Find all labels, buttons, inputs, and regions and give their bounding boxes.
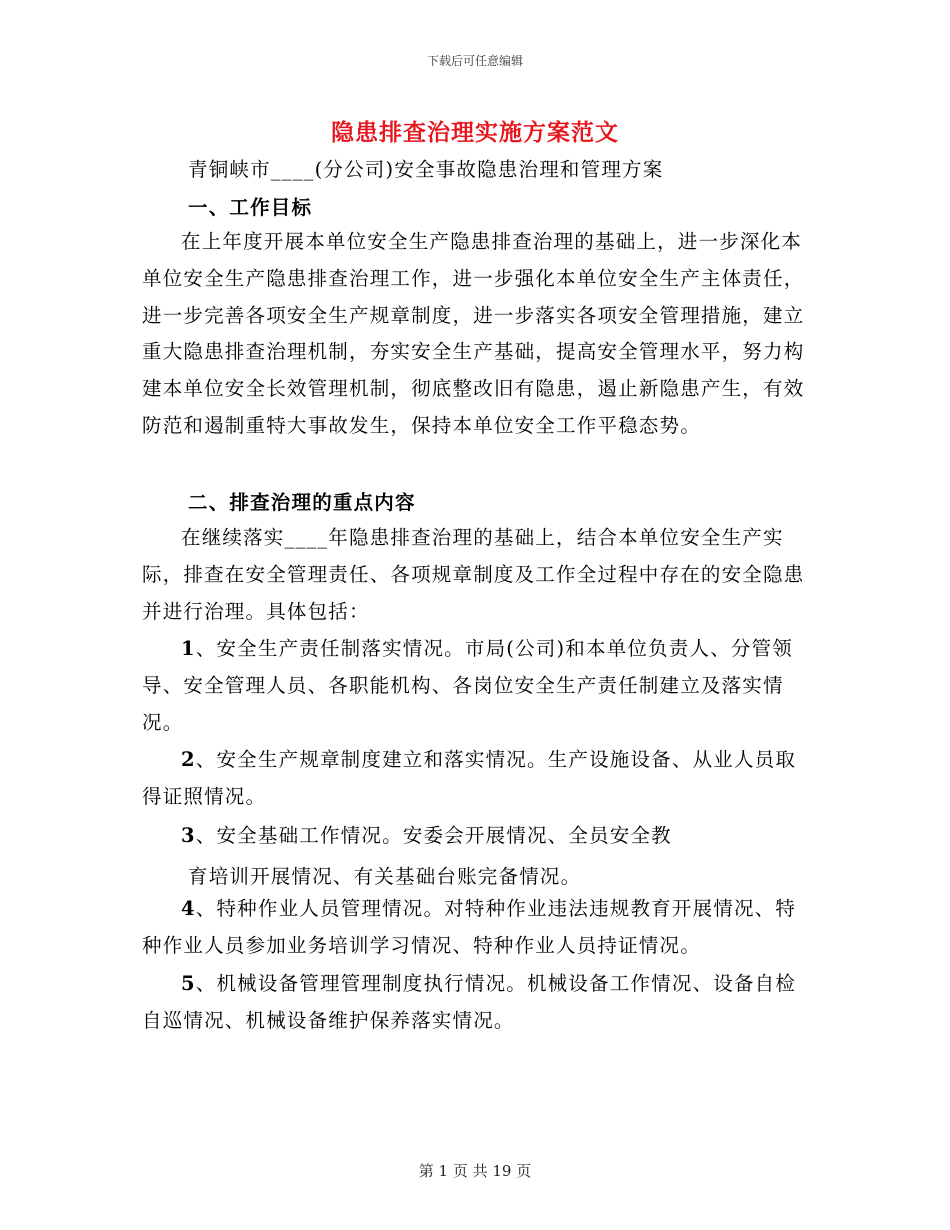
list-item-5 <box>142 966 806 1040</box>
section-heading-goals: 一、工作目标 <box>188 196 313 219</box>
list-item-text: 、安全基础工作情况。安委会开展情况、全员安全教 <box>195 824 672 847</box>
section-heading-key-content: 二、排查治理的重点内容 <box>188 491 416 514</box>
list-item-number: 2 <box>181 748 196 771</box>
list-item-number: 3 <box>181 824 196 847</box>
list-item-3 <box>142 818 806 855</box>
list-item-number: 1 <box>181 637 196 660</box>
list-item-text: 、特种作业人员管理情况。对特种作业违法违规教育开展情况、特种作业人员参加业务培训学习情况、特种作业人员持证情况。 <box>142 897 797 957</box>
list-item-number: 4 <box>181 897 196 920</box>
list-item-text: 、安全生产责任制落实情况。市局(公司)和本单位负责人、分管领导、安全管理人员、各职能机构、各岗位安全生产责任制建立及落实情况。 <box>142 637 793 734</box>
list-item-3-continuation: 育培训开展情况、有关基础台账完备情况。 <box>188 865 582 888</box>
list-item-text: 、机械设备管理管理制度执行情况。机械设备工作情况、设备自检自巡情况、机械设备维护保养落实情况。 <box>142 972 797 1032</box>
page-number-footer: 第 1 页 共 19 页 <box>418 1162 532 1180</box>
list-item-2 <box>142 742 806 816</box>
document-title: 隐患排查治理实施方案范文 <box>331 119 619 146</box>
list-item-1 <box>142 631 806 741</box>
list-item-text: 、安全生产规章制度建立和落实情况。生产设施设备、从业人员取得证照情况。 <box>142 748 797 808</box>
page-header-note: 下载后可任意编辑 <box>426 54 523 68</box>
goals-paragraph: 在上年度开展本单位安全生产隐患排查治理的基础上，进一步深化本单位安全生产隐患排查治理工作，进一步强化本单位安全生产主体责任，进一步完善各项安全生产规章制度，进一步落实各项安全管理措施，建立重大隐患排查治理机制，夯实安全生产基础，提高安全管理水平，努力构建本单位安全长效管理机制，彻底整改旧有隐患，遏止新隐患产生，有效防范和遏制重特大事故发生，保持本单位安全工作平稳态势。 <box>142 230 805 437</box>
list-item-4 <box>142 891 806 965</box>
key-content-paragraph: 在继续落实____年隐患排查治理的基础上，结合本单位安全生产实际，排查在安全管理责任、各项规章制度及工作全过程中存在的安全隐患并进行治理。具体包括： <box>142 526 805 623</box>
list-item-number: 5 <box>181 972 196 995</box>
document-subtitle: 青铜峡市____(分公司)安全事故隐患治理和管理方案 <box>188 158 664 181</box>
